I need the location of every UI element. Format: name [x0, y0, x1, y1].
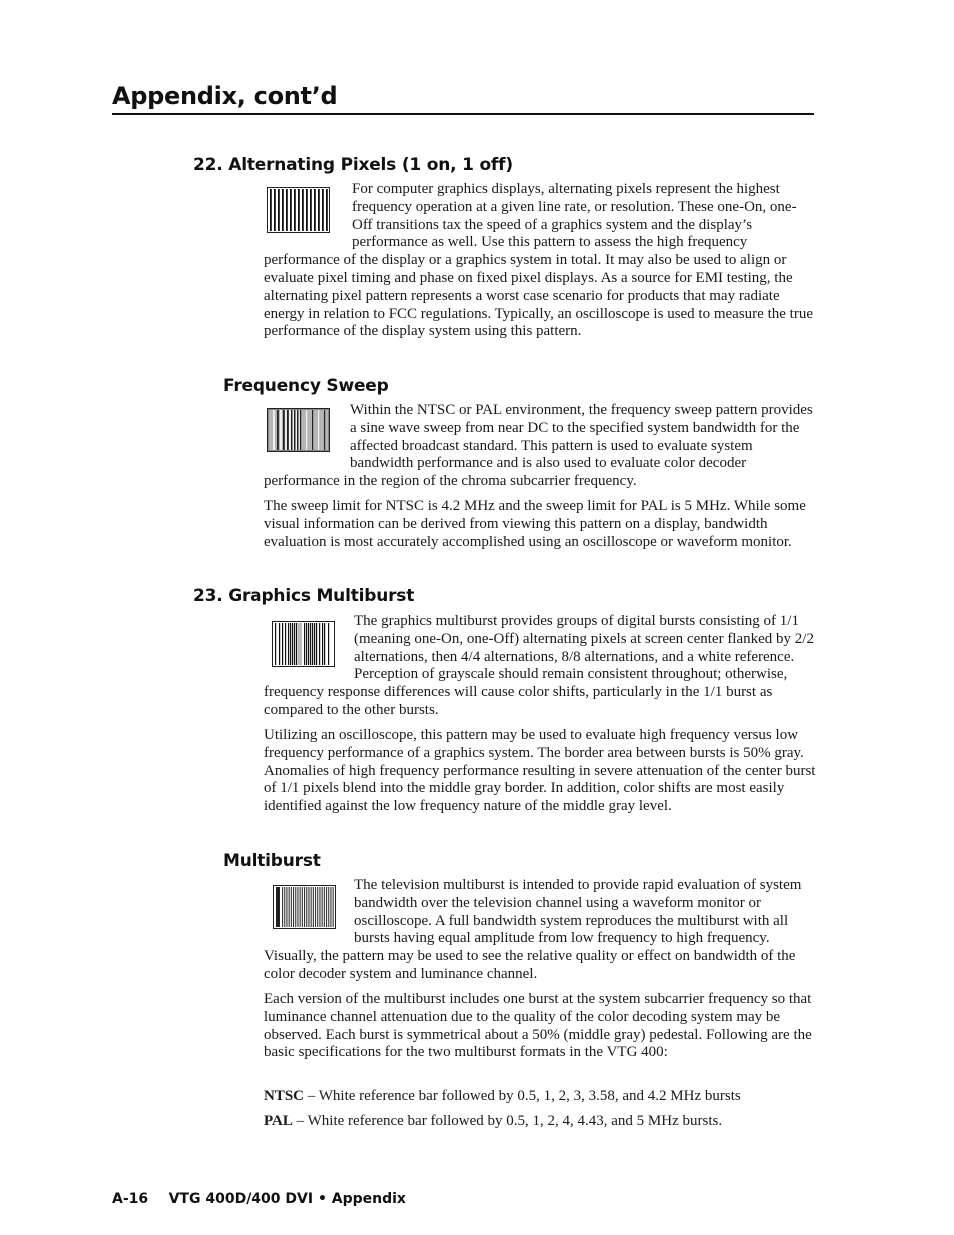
section-body-frequency-sweep	[264, 402, 816, 491]
page-footer	[112, 1191, 406, 1207]
alternating-pixels-pattern-icon	[264, 187, 344, 235]
ntsc-spec-text: – White reference bar followed by 0.5, 1, 2, 3, 3.58, and 4.2 MHz bursts	[304, 1088, 741, 1104]
section-heading-multiburst: Multiburst	[223, 851, 321, 871]
multiburst-text-1: The television multiburst is intended to provide rapid evaluation of system bandwidth over the television channel using a waveform monitor or oscilloscope. A full bandwidth system reproduces the multiburst with all bursts having equal amplitude from low frequency to high frequency. Visually, the pattern may be used to see the relative quality or effect on bandwidth of the color decoder system and luminance channel.	[264, 877, 802, 982]
section-body-multiburst	[264, 877, 816, 984]
multiburst-pattern-icon	[264, 885, 344, 931]
page-title: Appendix, cont’d	[112, 82, 814, 115]
frequency-sweep-text-1: Within the NTSC or PAL environment, the frequency sweep pattern provides a sine wave sweep from near DC to the specified system bandwidth for the affected broadcast standard. This pattern is used to evaluate system bandwidth performance and is also used to evaluate color decoder performance in the region of the chroma subcarrier frequency.	[264, 402, 813, 490]
section-body-alternating-pixels	[264, 181, 816, 341]
frequency-sweep-text-2: The sweep limit for NTSC is 4.2 MHz and the sweep limit for PAL is 5 MHz. While some visual information can be derived from viewing this pattern on a display, bandwidth evaluation is most accurately accomplished using an oscilloscope or waveform monitor.	[264, 498, 806, 550]
section-heading-frequency-sweep: Frequency Sweep	[223, 376, 389, 396]
pal-label: PAL	[264, 1113, 293, 1129]
pal-spec	[264, 1113, 816, 1131]
alternating-pixels-text: For computer graphics displays, alternating pixels represent the highest frequency operation at a given line rate, or resolution. These one-On, one-Off transitions tax the speed of a graphics system and the display’s performance as well. Use this pattern to assess the high frequency performance of the display or a graphics system in total. It may also be used to align or evaluate pixel timing and phase on fixed pixel displays. As a source for EMI testing, the alternating pixel pattern represents a worst case scenario for products that may radiate energy in relation to FCC regulations. Typically, an oscilloscope is used to measure the true performance of the display system using this pattern.	[264, 181, 813, 340]
ntsc-spec	[264, 1088, 816, 1106]
multiburst-text-2: Each version of the multiburst includes one burst at the system subcarrier frequency so that luminance channel attenuation due to the quality of the color decoding system may be observed. Each burst is symmetrical about a 50% (middle gray) pedestal. Following are the basic specifications for the two multiburst formats in the VTG 400:	[264, 991, 812, 1061]
graphics-multiburst-text-2: Utilizing an oscilloscope, this pattern may be used to evaluate high frequency versus low frequency performance of a graphics system. The border area between bursts is 50% gray. Anomalies of high frequency performance resulting in severe attenuation of the center burst of 1/1 pixels blend into the middle gray border. In addition, color shifts are most easily identified against the low frequency nature of the middle gray level.	[264, 727, 816, 815]
page-number: A-16	[112, 1191, 149, 1207]
section-heading-graphics-multiburst: 23. Graphics Multiburst	[193, 586, 415, 606]
graphics-multiburst-pattern-icon	[264, 621, 344, 669]
section-body-graphics-multiburst	[264, 613, 816, 720]
pal-spec-text: – White reference bar followed by 0.5, 1, 2, 4, 4.43, and 5 MHz bursts.	[292, 1113, 723, 1129]
frequency-sweep-pattern-icon	[264, 408, 342, 454]
section-heading-alternating-pixels: 22. Alternating Pixels (1 on, 1 off)	[193, 155, 513, 175]
graphics-multiburst-text-1: The graphics multiburst provides groups of digital bursts consisting of 1/1 (meaning one-On, one-Off) alternating pixels at screen center flanked by 2/2 alternations, then 4/4 alternations, 8/8 alternations, and a white reference. Perception of grayscale should remain consistent throughout; otherwise, frequency response differences will cause color shifts, particularly in the 1/1 burst as compared to the other bursts.	[264, 613, 814, 718]
ntsc-label: NTSC	[264, 1088, 305, 1104]
footer-title: VTG 400D/400 DVI • Appendix	[168, 1191, 406, 1207]
